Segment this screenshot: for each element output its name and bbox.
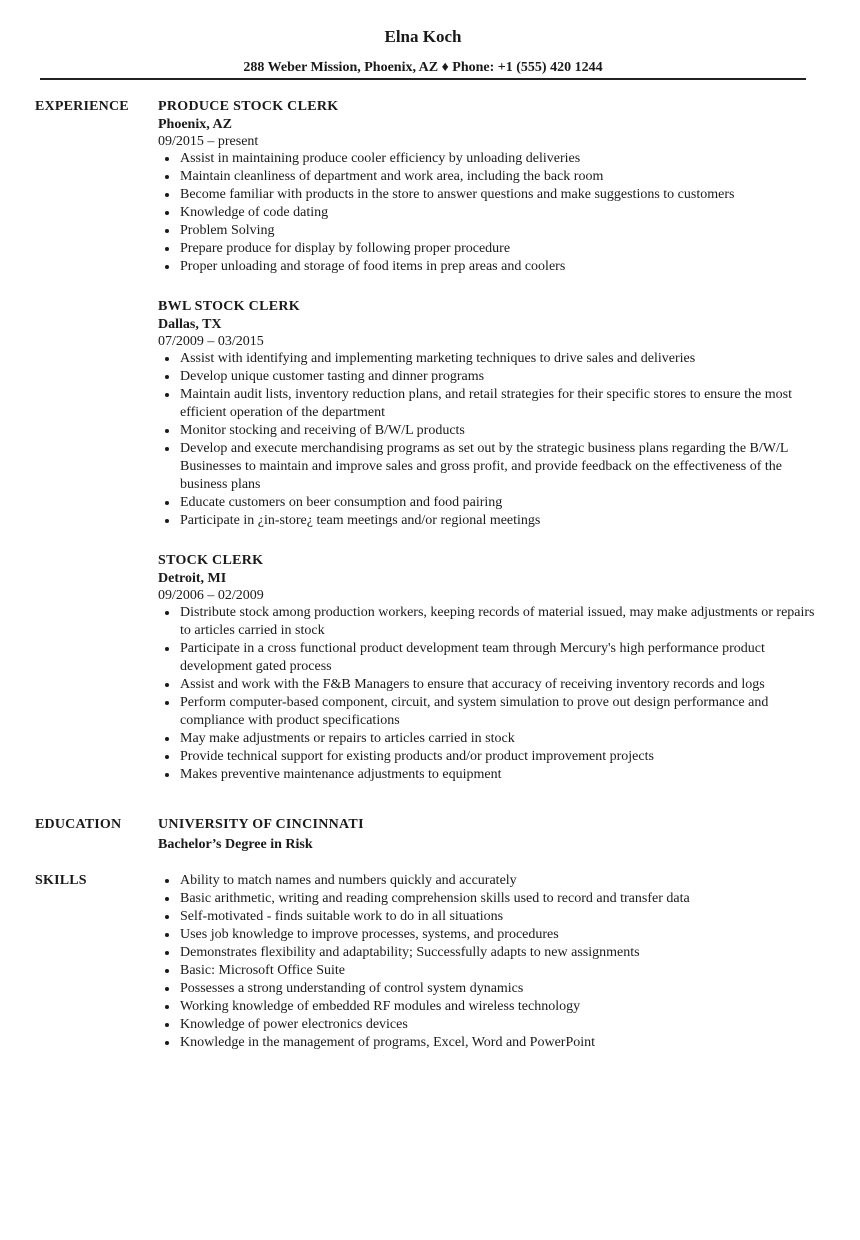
bullet-item: Develop unique customer tasting and dinner programs: [158, 368, 818, 386]
bullet-item: Participate in ¿in-store¿ team meetings and/or regional meetings: [158, 512, 818, 530]
job-bullets: [158, 350, 818, 530]
bullet-item: Maintain cleanliness of department and work area, including the back room: [158, 168, 818, 186]
skill-item: Ability to match names and numbers quickly and accurately: [158, 872, 818, 890]
experience-body: [158, 98, 818, 806]
contact-line: 288 Weber Mission, Phoenix, AZ ♦ Phone: +1 (555) 420 1244: [243, 60, 603, 75]
bullet-item: Perform computer-based component, circuit, and system simulation to prove out design performance and compliance with product specifications: [158, 694, 818, 730]
job-entry: [158, 98, 818, 276]
job-dates: 09/2015 – present: [158, 134, 259, 149]
skill-item: Demonstrates flexibility and adaptability; Successfully adapts to new assignments: [158, 944, 818, 962]
bullet-item: Participate in a cross functional product development team through Mercury's high performance product development gated process: [158, 640, 818, 676]
bullet-item: Knowledge of code dating: [158, 204, 818, 222]
bullet-item: Provide technical support for existing products and/or product improvement projects: [158, 748, 818, 766]
job-title: BWL STOCK CLERK: [158, 299, 300, 314]
skill-item: Working knowledge of embedded RF modules and wireless technology: [158, 998, 818, 1016]
bullet-item: Become familiar with products in the store to answer questions and make suggestions to customers: [158, 186, 818, 204]
job-entry: [158, 298, 818, 530]
job-bullets: [158, 150, 818, 276]
job-dates: 09/2006 – 02/2009: [158, 588, 264, 603]
job-location: Detroit, MI: [158, 571, 227, 586]
bullet-item: Problem Solving: [158, 222, 818, 240]
skill-item: Possesses a strong understanding of control system dynamics: [158, 980, 818, 998]
skills-body: [158, 872, 818, 1052]
bullet-item: Proper unloading and storage of food items in prep areas and coolers: [158, 258, 818, 276]
skills-list: [158, 872, 818, 1052]
bullet-item: Assist with identifying and implementing marketing techniques to drive sales and deliveries: [158, 350, 818, 368]
degree: Bachelor’s Degree in Risk: [158, 837, 313, 852]
job-bullets: [158, 604, 818, 784]
job-dates: 07/2009 – 03/2015: [158, 334, 264, 349]
header-divider: [40, 78, 806, 80]
bullet-item: Educate customers on beer consumption and food pairing: [158, 494, 818, 512]
skill-item: Self-motivated - finds suitable work to do in all situations: [158, 908, 818, 926]
education-body: [158, 816, 818, 854]
resume-header: [40, 0, 806, 80]
bullet-item: Assist and work with the F&B Managers to ensure that accuracy of receiving inventory records and logs: [158, 676, 818, 694]
section-label-experience: EXPERIENCE: [35, 99, 129, 114]
job-location: Phoenix, AZ: [158, 117, 232, 132]
candidate-name: Elna Koch: [384, 27, 462, 46]
skill-item: Knowledge of power electronics devices: [158, 1016, 818, 1034]
bullet-item: Prepare produce for display by following proper procedure: [158, 240, 818, 258]
bullet-item: Distribute stock among production workers, keeping records of material issued, may make adjustments or repairs to articles carried in stock: [158, 604, 818, 640]
bullet-item: May make adjustments or repairs to articles carried in stock: [158, 730, 818, 748]
bullet-item: Maintain audit lists, inventory reduction plans, and retail strategies for their specific stores to ensure the most efficient operation of the department: [158, 386, 818, 422]
skill-item: Uses job knowledge to improve processes, systems, and procedures: [158, 926, 818, 944]
section-label-education: EDUCATION: [35, 817, 122, 832]
school-name: UNIVERSITY OF CINCINNATI: [158, 817, 364, 832]
job-title: STOCK CLERK: [158, 553, 264, 568]
bullet-item: Develop and execute merchandising programs as set out by the strategic business plans regarding the B/W/L Businesses to maintain and improve sales and gross profit, and provide feedback on the effectiveness of the business plans: [158, 440, 818, 494]
section-label-skills: SKILLS: [35, 873, 87, 888]
skill-item: Basic: Microsoft Office Suite: [158, 962, 818, 980]
bullet-item: Assist in maintaining produce cooler efficiency by unloading deliveries: [158, 150, 818, 168]
job-entry: [158, 552, 818, 784]
job-title: PRODUCE STOCK CLERK: [158, 99, 339, 114]
bullet-item: Monitor stocking and receiving of B/W/L products: [158, 422, 818, 440]
bullet-item: Makes preventive maintenance adjustments to equipment: [158, 766, 818, 784]
job-location: Dallas, TX: [158, 317, 222, 332]
skill-item: Knowledge in the management of programs, Excel, Word and PowerPoint: [158, 1034, 818, 1052]
skill-item: Basic arithmetic, writing and reading comprehension skills used to record and transfer data: [158, 890, 818, 908]
